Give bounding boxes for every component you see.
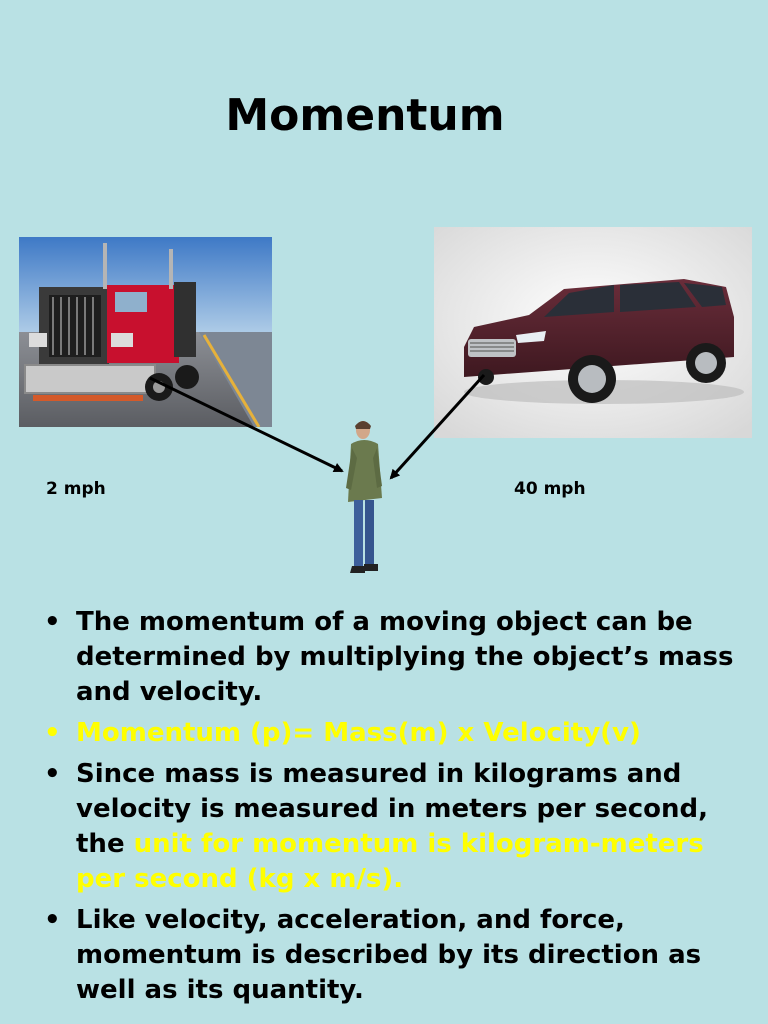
person-figure <box>340 418 390 580</box>
truck-speed-label: 2 mph <box>46 479 106 499</box>
bullet-direction: • Like velocity, acceleration, and force, momentum is described by its direction as well as its quantity. <box>44 903 744 1008</box>
bullet-formula: • Momentum (p)= Mass(m) x Velocity(v) <box>44 716 744 751</box>
bullet-units-highlight: unit for momentum is kilogram-meters per second (kg x m/s). <box>76 829 704 894</box>
truck-image <box>19 237 272 427</box>
slide-title: Momentum <box>225 90 505 141</box>
bullet-units <box>44 757 744 897</box>
suv-speed-label: 40 mph <box>514 479 586 499</box>
bullet-units-text: Since mass is measured in kilograms and velocity is measured in meters per second, the <box>76 759 709 859</box>
bullet-definition: • The momentum of a moving object can be determined by multiplying the object’s mass and velocity. <box>44 605 744 710</box>
suv-image <box>434 227 752 438</box>
bullet-list <box>44 605 744 1016</box>
